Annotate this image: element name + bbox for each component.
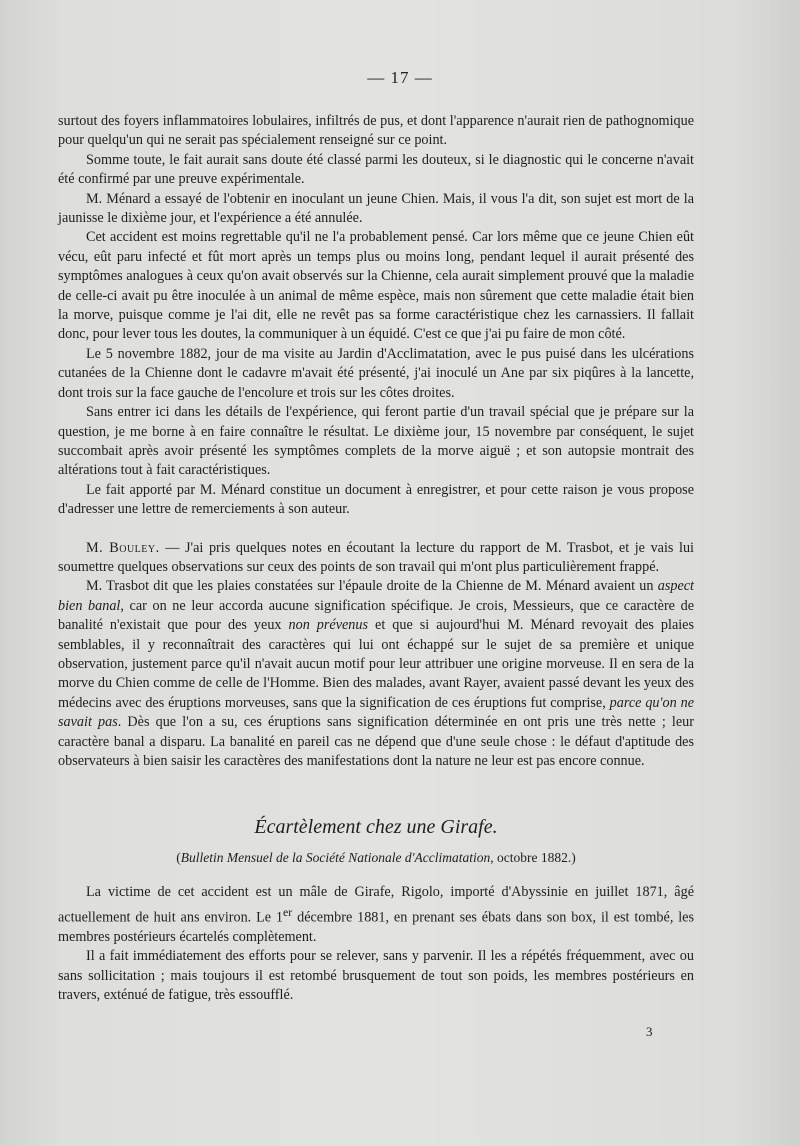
- paragraph-10-part-a: La victime de cet accident est un mâle de Girafe, Rigolo, importé d'Abyssinie en juillet 1871, âgé actuellement de huit ans environ. Le 1: [58, 884, 694, 926]
- italic-phrase: non prévenus: [288, 617, 369, 634]
- sheet-signature-mark: 3: [646, 1024, 653, 1039]
- paragraph-9-part-b: , car on ne leur accorda aucune signification spécifique. Je crois, Messieurs, que ce caractère de banalité n'existait que pour des yeux: [58, 597, 694, 634]
- paragraph-8: [58, 539, 694, 578]
- italic-phrase: aspect bien banal: [58, 578, 694, 614]
- source-date: , octobre 1882.): [490, 850, 576, 866]
- italic-phrase: parce qu'on ne savait pas: [58, 694, 695, 731]
- paragraph-2: Somme toute, le fait aurait sans doute été classé parmi les douteux, si le diagnostic qui le concerne n'avait été confirmé par une preuve expérimentale.: [58, 151, 694, 188]
- ordinal-superscript: er: [283, 904, 293, 919]
- paragraph-11: Il a fait immédiatement des efforts pour se relever, sans y parvenir. Il les a répétés fréquemment, avec ou sans sollicitation ; mais toujours il est retombé brusquement de tout son poids, les membres postérieurs en travers, exténué de fatigue, très essoufflé.: [58, 948, 694, 1004]
- paragraph-1: surtout des foyers inflammatoires lobulaires, infiltrés de pus, et dont l'apparence n'aurait rien de pathognomique pour quelqu'un qui ne serait pas spécialement renseigné sur ce point.: [58, 113, 694, 149]
- section-source: [58, 849, 694, 867]
- paragraph-3: M. Ménard a essayé de l'obtenir en inoculant un jeune Chien. Mais, il vous l'a dit, son sujet est mort de la jaunisse le dixième jour, et l'expérience a été annulée.: [58, 190, 694, 227]
- paragraph-8-text: — J'ai pris quelques notes en écoutant la lecture du rapport de M. Trasbot, et je vais lui soumettre quelques observations sur ceux des points de son travail qui m'ont plus particulièrement frappé.: [58, 539, 694, 575]
- page-content: [58, 112, 694, 1006]
- paragraph-9-part-a: M. Trasbot dit que les plaies constatées sur l'épaule droite de la Chienne de M. Ménard avaient un: [86, 578, 658, 595]
- speaker-name: M. Bouley.: [86, 539, 160, 556]
- paragraph-4: Cet accident est moins regrettable qu'il ne l'a probablement pensé. Car lors même que ce jeune Chien eût vécu, eût paru infecté et fût mort après un temps plus ou moins long, pendant lequel il aurait présenté des symptômes analogues à ceux qu'on avait observés sur la Chienne, cela aurait simplement prouvé que la maladie de celle-ci avait pu être inoculée à un animal de même espèce, mais non sûrement que cette maladie était bien la morve, puisque comme je l'ai dit, elle ne revêt pas sa forme caractéristique chez les carnassiers. Il fallait donc, pour lever tous les doutes, la communiquer à un équidé. C'est ce que j'ai pu faire de mon côté.: [58, 229, 694, 343]
- section-title: Écartèlement chez une Girafe.: [254, 816, 498, 839]
- paragraph-9: [58, 577, 694, 771]
- paragraph-6: Sans entrer ici dans les détails de l'expérience, qui feront partie d'un travail spécial que je prépare sur la question, je me borne à en faire connaître le résultat. Le dixième jour, 15 novembre par conséquent, le sujet succombait après avoir présenté les symptômes complets de la morve aiguë ; et son autopsie montrait des altérations tout à fait caractéristiques.: [58, 404, 694, 479]
- paragraph-10: [58, 883, 694, 947]
- paragraph-7: Le fait apporté par M. Ménard constitue un document à enregistrer, et pour cette raison je vous propose d'adresser une lettre de remerciements à son auteur.: [58, 481, 694, 518]
- paragraph-5: Le 5 novembre 1882, jour de ma visite au Jardin d'Acclimatation, avec le pus puisé dans les ulcérations cutanées de la Chienne dont le cadavre m'avait été présenté, j'ai inoculé un Ane par six piqûres à la lancette, dont trois sur la face gauche de l'encolure et trois sur les côtes droites.: [58, 345, 694, 401]
- paragraph-9-part-d: . Dès que l'on a su, ces éruptions sans signification déterminée en ont pris une très nette ; leur caractère banal a disparu. La banalité en pareil cas ne dépend que d'une seule chose : le défaut d'aptitude des observateurs à bien saisir les caractères des manifestations dont la nature ne leur est pas encore connue.: [58, 714, 694, 769]
- page-number: — 17 —: [367, 68, 433, 87]
- source-open: (: [176, 850, 181, 866]
- paragraph-10-part-b: décembre 1881, en prenant ses ébats dans son box, il est tombé, les membres postérieurs écartelés complètement.: [58, 909, 695, 945]
- paragraph-9-part-c: et que si aujourd'hui M. Ménard revoyait des plaies semblables, il y reconnaîtrait des caractères qui lui ont échappé sur le sujet de sa première et unique observation, justement parce qu'il n'avait aucun motif pour leur attribuer une origine morveuse. Il en sera de la morve du Chien comme de celle de l'Homme. Bien des malades, avant Rayer, avaient passé devant les yeux des médecins avec des éruptions morveuses, sans que la signification de ces éruptions fut comprise,: [58, 617, 694, 711]
- source-publication: Bulletin Mensuel de la Société Nationale d'Acclimatation: [180, 850, 491, 866]
